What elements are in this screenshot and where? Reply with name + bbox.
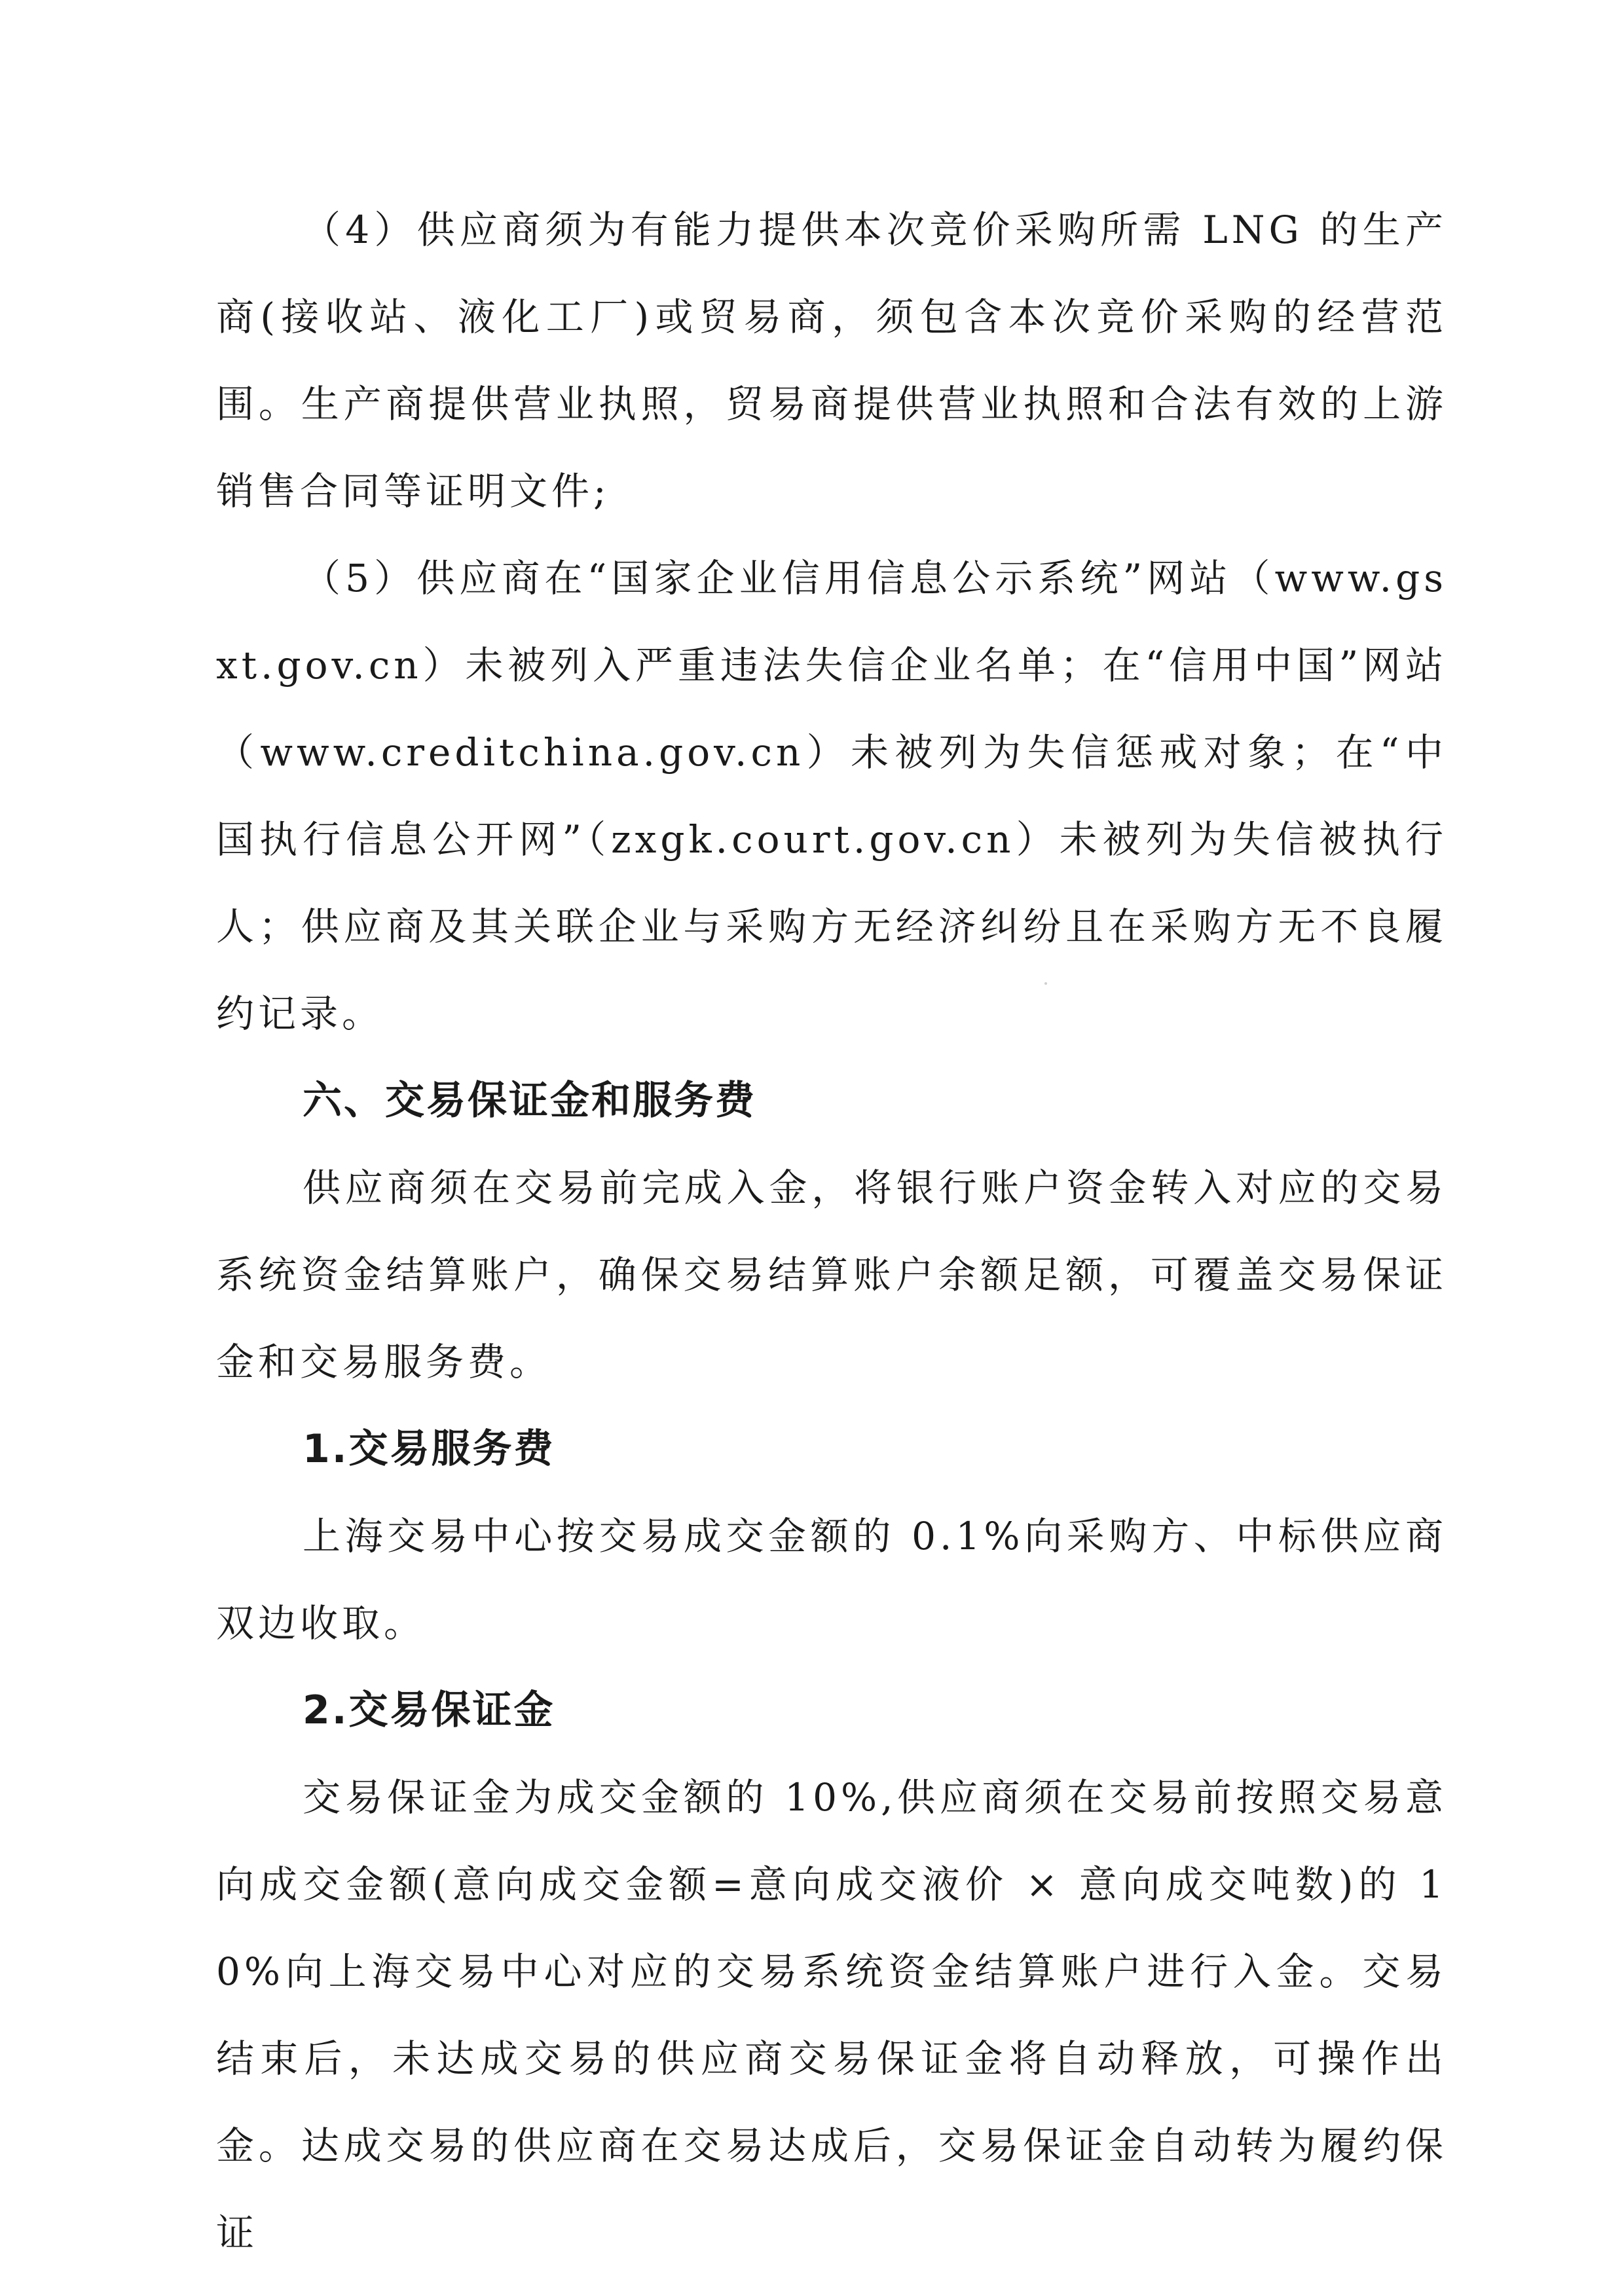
document-body [216, 187, 1447, 2277]
paragraph-supplier-qualification-5: （5）供应商在“国家企业信用信息公示系统”网站（www.gsxt.gov.cn）未被列入严重违法失信企业名单；在“信用中国”网站（www.creditchina.gov.cn）未被列为失信惩戒对象；在“中国执行信息公开网”（zxgk.court.gov.cn）未被列为失信被执行人；供应商及其关联企业与采购方无经济纠纷且在采购方无不良履约记录。 [216, 556, 1447, 1036]
paragraph-service-fee: 上海交易中心按交易成交金额的 0.1%向采购方、中标供应商双边收取。 [216, 1514, 1447, 1645]
paragraph-trade-deposit: 交易保证金为成交金额的 10%,供应商须在交易前按照交易意向成交金额(意向成交金额=意向成交液价 × 意向成交吨数)的 10%向上海交易中心对应的交易系统资金结算账户进行入金。交易结束后，未达成交易的供应商交易保证金将自动释放，可操作出金。达成交易的供应商在交易达成后，交易保证金自动转为履约保证 [216, 1775, 1447, 2255]
paragraph-supplier-qualification-4: （4）供应商须为有能力提供本次竞价采购所需 LNG 的生产商(接收站、液化工厂)或贸易商，须包含本次竞价采购的经营范围。生产商提供营业执照，贸易商提供营业执照和合法有效的上游销售合同等证明文件; [216, 208, 1447, 513]
subheading-trade-deposit: 2.交易保证金 [303, 1687, 555, 1733]
paragraph-deposit-intro: 供应商须在交易前完成入金，将银行账户资金转入对应的交易系统资金结算账户，确保交易结算账户余额足额，可覆盖交易保证金和交易服务费。 [216, 1166, 1447, 1384]
subheading-service-fee: 1.交易服务费 [303, 1426, 555, 1472]
section-heading-deposit-and-fees: 六、交易保证金和服务费 [303, 1078, 756, 1124]
scan-speck [1044, 982, 1047, 985]
